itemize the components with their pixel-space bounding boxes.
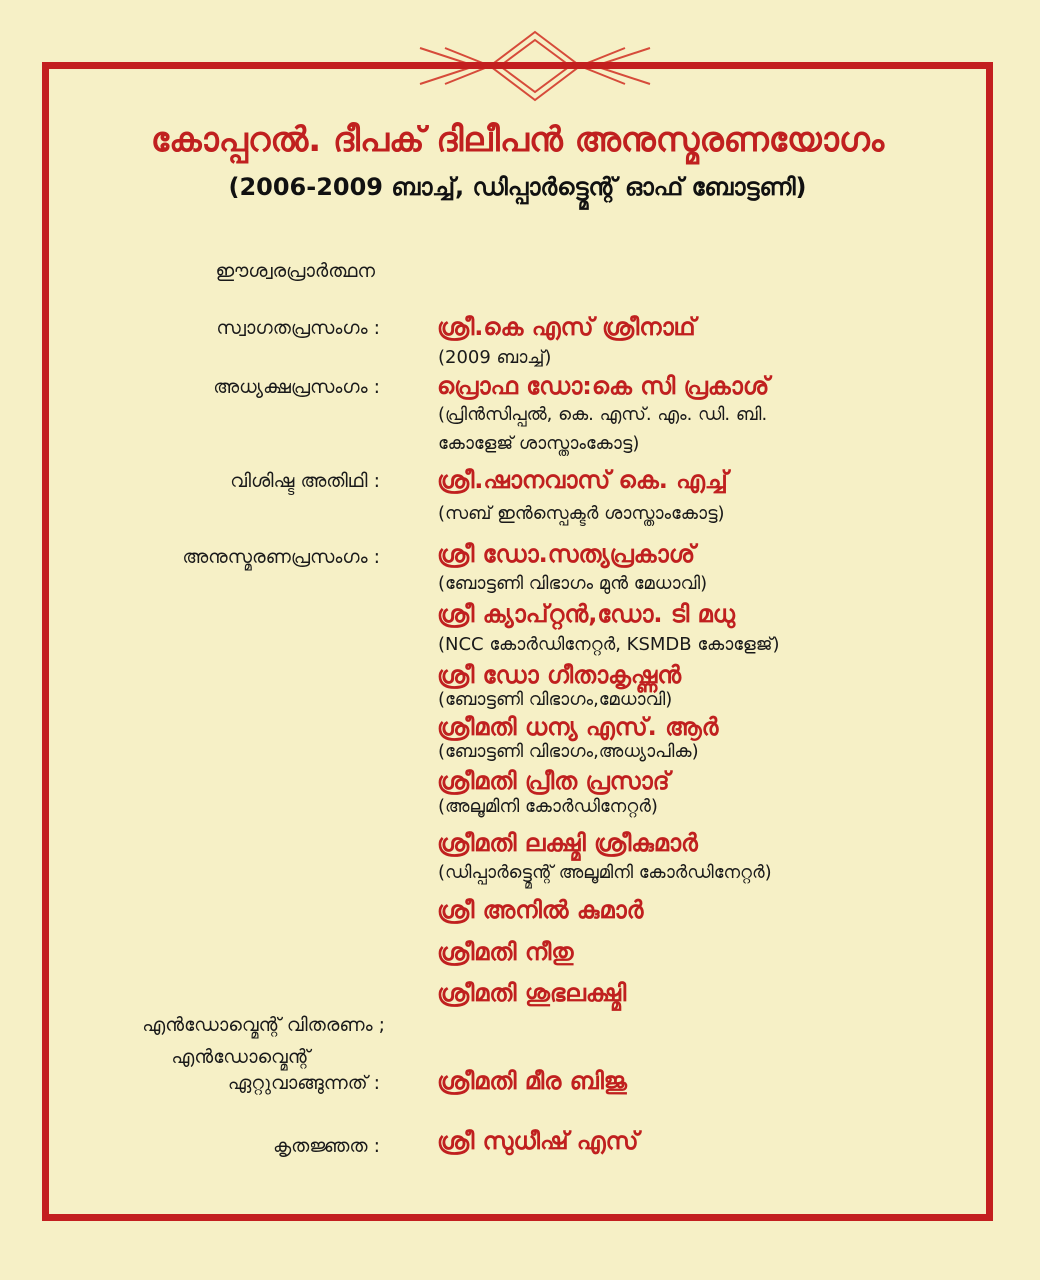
chief-guest-name: ശ്രീ.ഷാനവാസ് കെ. എച്ച് [437,466,728,494]
chief-guest-role: വിശിഷ്ട അതിഥി : [230,470,380,492]
commemoration-speaker-1: ശ്രീ ഡോ.സത്യപ്രകാശ് [437,540,696,568]
commemoration-speaker-6: ശ്രീമതി ലക്ഷ്മി ശ്രീകുമാർ [437,829,698,857]
commemoration-speaker-2: ശ്രീ ക്യാപ്റ്റൻ,ഡോ. ടി മധു [437,600,735,628]
endowment-receiving-role-line1: എൻഡോവ്മെന്റ് [171,1046,310,1068]
commemoration-speaker-4: ശ്രീമതി ധന്യ എസ്. ആർ [437,713,719,741]
welcome-speaker-note: (2009 ബാച്ച്) [438,347,552,368]
presidential-role: അധ്യക്ഷപ്രസംഗം : [213,376,380,398]
endowment-receiving-role-line2: ഏറ്റുവാങ്ങുന്നത് : [227,1072,380,1094]
commemoration-speaker-5-note: (അലൂമിനി കോർഡിനേറ്റർ) [438,796,658,817]
prayer-label: ഈശ്വരപ്രാർത്ഥന [215,260,375,282]
commemoration-speaker-3-note: (ബോട്ടണി വിഭാഗം,മേധാവി) [438,689,673,710]
endowment-recipient: ശ്രീമതി മീര ബിജു [437,1067,627,1095]
commemoration-speaker-4-note: (ബോട്ടണി വിഭാഗം,അധ്യാപിക) [438,741,699,762]
vote-of-thanks-speaker: ശ്രീ സുധീഷ് എസ് [437,1127,639,1155]
commemoration-speaker-3: ശ്രീ ഡോ ഗീതാകൃഷ്ണൻ [437,661,682,689]
commemoration-speaker-5: ശ്രീമതി പ്രീത പ്രസാദ് [437,767,670,795]
poster-subtitle: (2006-2009 ബാച്ച്, ഡിപ്പാർട്ട്മെന്റ് ഓഫ് ബോട്ടണി) [228,173,807,201]
chief-guest-note: (സബ് ഇൻസ്പെക്ടർ ശാസ്താംകോട്ട) [438,503,725,524]
commemoration-speaker-9: ശ്രീമതി ശുഭലക്ഷ്മി [437,979,627,1007]
commemoration-role: അനുസ്മരണപ്രസംഗം : [182,546,380,568]
welcome-role: സ്വാഗതപ്രസംഗം : [216,317,380,339]
presidential-note-line1: (പ്രിൻസിപ്പൽ, കെ. എസ്. എം. ഡി. ബി. [438,404,768,425]
commemoration-speaker-1-note: (ബോട്ടണി വിഭാഗം മുൻ മേധാവി) [438,573,708,594]
poster-title: കോപ്പറൽ. ദീപക് ദിലീപൻ അനുസ്മരണയോഗം [150,120,885,160]
presidential-speaker: പ്രൊഫ ഡോ:കെ സി പ്രകാശ് [437,372,770,400]
endowment-distribution-role: എൻഡോവ്മെന്റ് വിതരണം ; [142,1014,385,1036]
presidential-note-line2: കോളേജ് ശാസ്താംകോട്ട) [438,433,640,454]
commemoration-speaker-8: ശ്രീമതി നീതു [437,938,574,966]
vote-of-thanks-role: കൃതജ്ഞത : [273,1135,380,1157]
commemoration-speaker-7: ശ്രീ അനിൽ കുമാർ [437,896,644,924]
commemoration-speaker-6-note: (ഡിപ്പാർട്ട്മെന്റ് അലൂമിനി കോർഡിനേറ്റർ) [438,862,772,883]
welcome-speaker: ശ്രീ.കെ എസ് ശ്രീനാഥ് [437,313,696,341]
commemoration-speaker-2-note: (NCC കോർഡിനേറ്റർ, KSMDB കോളേജ്) [438,634,780,655]
